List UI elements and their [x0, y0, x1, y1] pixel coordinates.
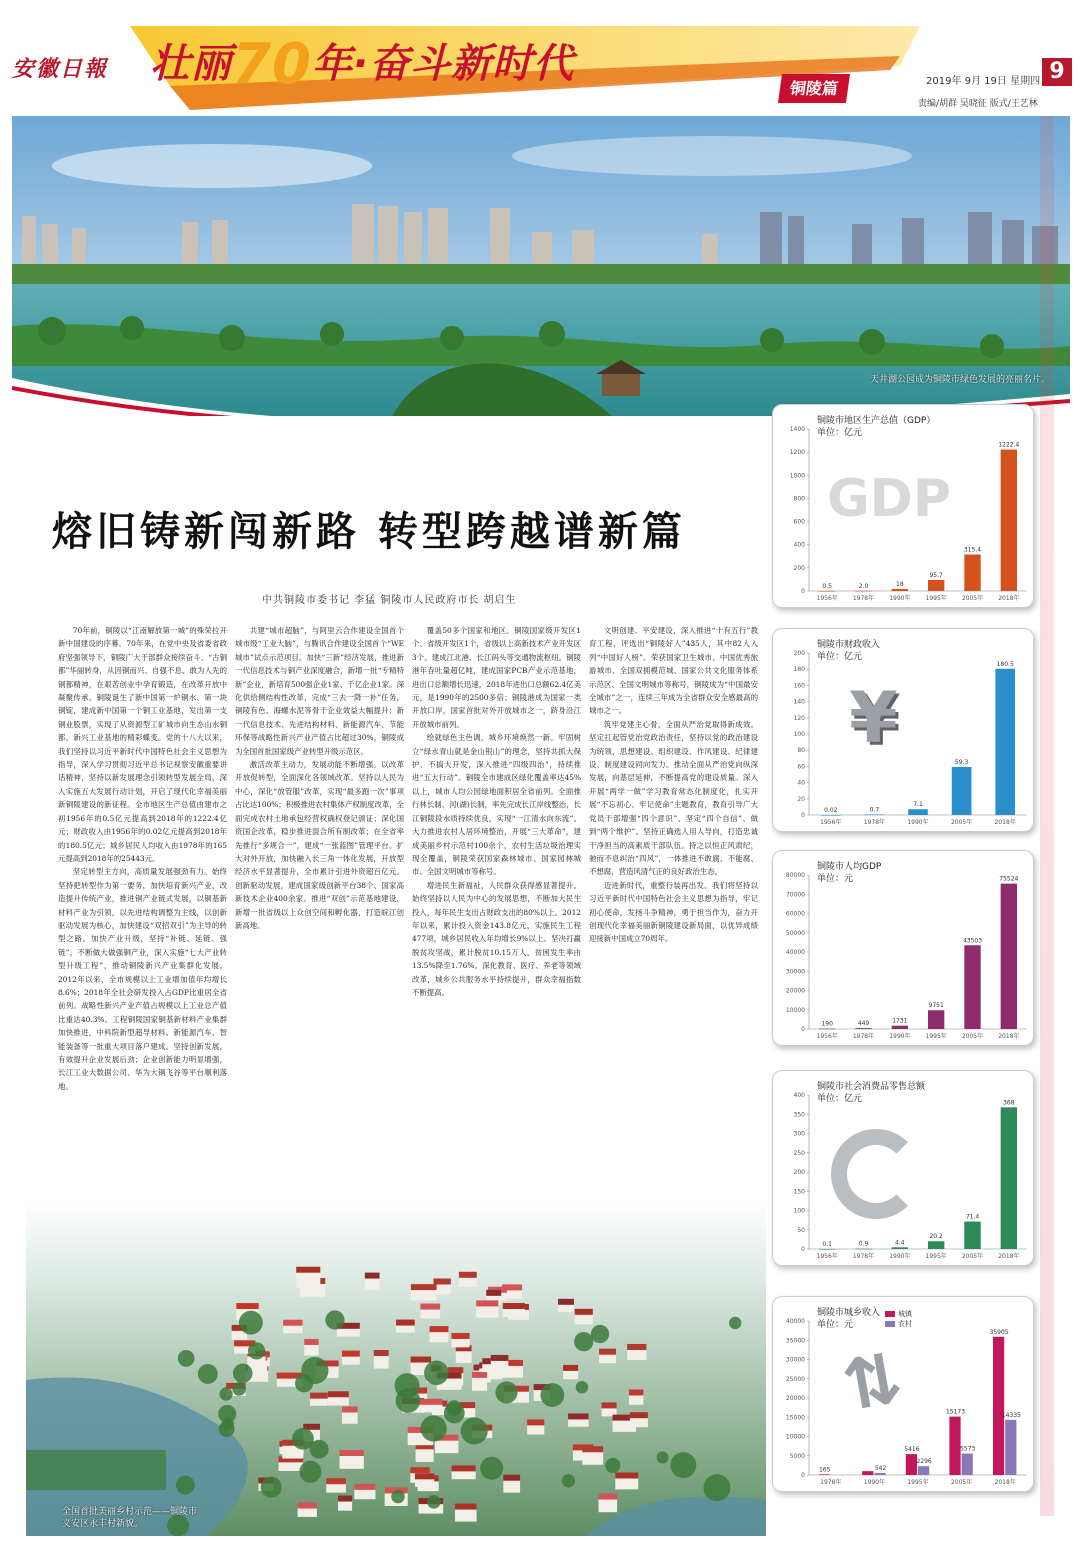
y-tick-label: 80000	[785, 872, 805, 879]
village-caption: 全国首批美丽乡村示范——铜陵市义安区永丰村新貌。	[62, 1507, 198, 1529]
bar-value-label: 9751	[928, 1002, 944, 1010]
house-roof	[296, 1267, 320, 1273]
bar	[918, 1466, 929, 1475]
y-tick-label: 20000	[785, 1395, 805, 1402]
paragraph: 70年前，铜陵以“江南解放第一城”的殊荣拉开新中国建设的序幕。70年来，在党中央及省委省政府坚强领导下，铜陵广大干部群众接续奋斗、“古铜都”华丽转身，从因铜而兴、自强不息、敢为人先的铜都精神，在艰苦创业中孕育锻造，在改革开放中凝聚传承。铜陵诞生了新中国第一炉铜水、第一块铜锭，建成新中国第一个铜工业基地，发出第一支铜业股票，实现了从资源型工矿城市向生态山水铜都、新兴工业基地的精彩蝶变。党的十八大以来，我们坚持以习近平新时代中国特色社会主义思想为指导，深入学习贯彻习近平总书记视察安徽重要讲话精神，坚持以新发展理念引领转型发展全局，深入实施五大发展行动计划，开启了现代化幸福美丽新铜陵建设的新征程。全市地区生产总值由建市之初1956年的0.5亿元提高到2018年的1222.4亿元；财政收入由1956年的0.02亿元提高到2018年的180.5亿元；城乡居民人均收入由1978年的165元提高到2018年的25443元。	[58, 626, 227, 863]
bar-value-label: 449	[857, 1020, 870, 1028]
bar	[821, 815, 841, 816]
bar-value-label: 35905	[989, 1328, 1009, 1336]
x-tick-label: 1990年	[863, 1479, 886, 1486]
tree	[496, 1381, 518, 1403]
y-tick-label: 40	[797, 779, 805, 787]
bar	[952, 767, 972, 815]
legend-item-rural	[885, 1319, 912, 1329]
house-wall	[435, 1439, 458, 1453]
bar-value-label: 59.3	[954, 758, 969, 766]
tree	[424, 1361, 449, 1386]
x-tick-label: 1978年	[863, 819, 886, 826]
chart-gdp-title	[817, 415, 935, 439]
tree	[292, 1428, 314, 1450]
bar-value-label: 180.5	[996, 660, 1014, 668]
house-roof	[602, 1402, 617, 1408]
house-roof	[420, 1304, 440, 1310]
chart-unit-text: 单位：元	[817, 1320, 854, 1330]
x-tick-label: 2005年	[961, 595, 984, 602]
house-roof	[568, 1413, 588, 1419]
chart-unit-text: 单位：亿元	[817, 428, 863, 438]
house-roof	[452, 1465, 476, 1471]
bar-value-label: 14335	[1001, 1411, 1021, 1419]
y-tick-label: 350	[793, 1111, 805, 1119]
y-tick-label: 100	[793, 1207, 805, 1215]
chart-unit-text: 单位：元	[817, 874, 854, 884]
tree	[178, 1350, 195, 1367]
house-roof	[503, 1303, 525, 1309]
house-wall	[598, 1498, 617, 1513]
y-tick-label: 35000	[785, 1337, 805, 1345]
bar-value-label: 190	[821, 1020, 833, 1028]
tree	[729, 1317, 741, 1329]
chart-title-text: 铜陵市城乡收入	[817, 1308, 881, 1318]
village-aerial-illustration	[26, 1200, 766, 1536]
house-roof	[472, 1372, 487, 1378]
x-tick-label: 1978年	[852, 1253, 875, 1260]
page-edge-decoration	[1040, 116, 1054, 1516]
banner-title	[150, 26, 575, 97]
y-tick-label: 80	[797, 747, 805, 755]
dateline: 2019年 9月 19日 星期四	[926, 76, 1041, 87]
x-tick-label: 2018年	[998, 1033, 1020, 1040]
bar-value-label: 2296	[916, 1458, 932, 1466]
house-roof	[326, 1478, 346, 1484]
bar-value-label: 15173	[945, 1408, 966, 1416]
house-roof	[615, 1472, 638, 1478]
tree	[591, 1325, 609, 1343]
bar-value-label: 0.9	[858, 1240, 869, 1248]
chart-gdp-per-capita	[772, 850, 1034, 1046]
x-tick-label: 1956年	[816, 1253, 838, 1260]
x-tick-label: 2018年	[994, 819, 1016, 826]
house-roof	[455, 1504, 477, 1510]
recycle-arrows-icon	[831, 1129, 921, 1219]
house-wall	[374, 1354, 389, 1369]
x-tick-label: 1978年	[852, 595, 875, 602]
house-roof	[558, 1299, 574, 1305]
legend-label: 城镇	[898, 1310, 912, 1318]
house-roof	[503, 1475, 520, 1481]
x-tick-label: 2018年	[998, 595, 1020, 602]
tree	[480, 1457, 503, 1480]
x-tick-label: 1990年	[907, 819, 929, 826]
bar-value-label: 18	[896, 580, 904, 588]
y-tick-label: 140	[793, 698, 805, 706]
editors-credit: 责编/胡群 吴晓征 版式/王艺林	[918, 99, 1038, 109]
y-tick-label: 1200	[789, 449, 805, 457]
tree	[540, 1383, 564, 1407]
house-wall	[503, 1479, 520, 1493]
house-roof	[630, 1412, 648, 1418]
x-tick-label: 1995年	[907, 1479, 929, 1486]
y-tick-label: 200	[793, 1169, 805, 1176]
house-roof	[354, 1484, 375, 1490]
bar	[874, 1473, 885, 1475]
newspaper-logo: 安徽日報	[12, 56, 109, 82]
bar-value-label: 1731	[892, 1017, 908, 1025]
bar-value-label: 368	[1003, 1099, 1015, 1107]
legend-swatch	[885, 1311, 895, 1317]
bar	[995, 669, 1015, 815]
y-tick-label: 150	[793, 1188, 805, 1196]
house-roof	[328, 1391, 349, 1397]
house-roof	[342, 1351, 360, 1357]
masthead	[0, 0, 1080, 112]
chart-gdp	[772, 404, 1034, 608]
tree	[176, 1476, 195, 1495]
bar-value-label: 20.2	[929, 1233, 943, 1241]
tree	[233, 1363, 253, 1383]
byline: 中共铜陵市委书记 李猛 铜陵市人民政府市长 胡启生	[262, 595, 517, 606]
bar	[855, 1249, 871, 1250]
tree	[444, 1403, 465, 1424]
tree	[248, 1342, 265, 1359]
y-tick-label: 50000	[785, 929, 805, 937]
bar	[819, 1474, 830, 1475]
house-roof	[415, 1473, 434, 1479]
house-roof	[627, 1344, 646, 1350]
house-roof	[338, 1496, 352, 1502]
house-wall	[340, 1454, 364, 1469]
chart-title-text: 铜陵市社会消费品零售总额	[817, 1082, 926, 1092]
y-tick-label: 20	[797, 795, 805, 803]
y-tick-label: 5000	[789, 1452, 805, 1460]
house-roof	[598, 1494, 617, 1500]
headline: 熔旧铸新闯新路 转型跨越谱新篇	[52, 509, 686, 555]
y-tick-label: 800	[793, 495, 805, 503]
tree	[574, 1332, 593, 1351]
house-roof	[476, 1300, 498, 1306]
bar-value-label: 542	[874, 1464, 887, 1472]
chart-legend	[885, 1309, 912, 1329]
banner-title-pre: 壮丽	[150, 41, 232, 87]
up-arrows-icon: ⇅	[836, 1336, 909, 1428]
y-tick-label: 60	[797, 763, 805, 771]
house-roof	[410, 1467, 429, 1473]
y-tick-label: 160	[793, 682, 805, 690]
bar	[855, 591, 871, 592]
y-tick-label: 30000	[785, 1356, 805, 1364]
bar	[949, 1417, 960, 1475]
legend-swatch	[885, 1321, 895, 1327]
chart-gdp-per-capita-svg	[773, 851, 1034, 1046]
bar	[964, 555, 980, 591]
tree	[232, 1382, 246, 1396]
tree	[461, 1417, 488, 1444]
bar-value-label: 315.4	[963, 546, 982, 554]
village-photo	[26, 1200, 766, 1536]
x-tick-label: 2005年	[961, 1253, 984, 1260]
x-tick-label: 1956年	[816, 595, 838, 602]
bar	[1005, 1420, 1016, 1475]
house-wall	[456, 1349, 472, 1363]
house-wall	[582, 1450, 603, 1464]
x-tick-label: 1978年	[852, 1033, 875, 1040]
bar	[1001, 884, 1017, 1029]
x-tick-label: 2005年	[961, 1033, 984, 1040]
yuan-sign-icon: ¥	[849, 677, 898, 759]
bar	[862, 1471, 873, 1475]
paragraph: 坚定转型主方向，高质量发展强劲有力。始终坚持把转型作为第一要务，加快培育新兴产业，改造提升传统产业，推进铜产业链式发展，以铜基新材料产业为引领，以先进结构调整为主线，以创新驱动发展为核心，加快建设“双招双引”为主导的转型之路。加快产业升级，坚持“补链、延链、强链”，不断做大做强铜产业，深入实施“七大产业转型升级工程”，推动铜陵新兴产业集群化发展。2012年以来，全市规模以上工业增加值年均增长8.6%；2018年全社会研发投入占GDP比重居全省前列。战略性新兴产业产值占规模以上工业总产值比重达40.3%。工程铜陵国家铜基新材料产业集群加快推进，中科院新型超导材料、新能源汽车、智能装备等一批重大项目落户建成。坚持创新发展，有效提升企业发展后劲；企业创新能力明显增强，长江工业大数据公司、华为大铜飞谷等平台顺利落地。	[58, 867, 227, 1091]
house-roof	[310, 1393, 328, 1399]
y-tick-label: 70000	[785, 891, 805, 899]
chart-fiscal-revenue	[772, 628, 1034, 832]
bar	[993, 1337, 1004, 1475]
bar	[865, 814, 885, 815]
article-column-1	[58, 624, 227, 1189]
paragraph: 筑牢党建主心骨，全面从严治党取得新成效。坚定扛起管党治党政治责任，坚持以党的政治建设为统领，思想建设、组织建设、作风建设、纪律建设、制度建设同向发力。推动全面从严治党向纵深发展，向基层延伸，不断提高党的建设质量。深入开展“两学一做”学习教育常态化制度化，扎实开展“不忘初心、牢记使命”主题教育，教育引导广大党员干部增强“四个意识”、坚定“四个自信”、做到“两个维护”。坚持正确选人用人导向，打造忠诚干净担当的高素质干部队伍。持之以恒正风肃纪，驰而不息纠治“四风”，一体推进不敢腐、不能腐、不想腐，营造风清气正的良好政治生态。	[589, 719, 758, 877]
house-roof	[342, 1406, 358, 1412]
y-tick-label: 300	[793, 1130, 805, 1138]
house-roof	[599, 1349, 616, 1355]
house-roof	[236, 1303, 258, 1309]
y-tick-label: 0	[801, 1472, 805, 1479]
tree	[198, 1364, 218, 1384]
y-tick-label: 200	[793, 650, 805, 657]
article-column-2	[235, 624, 404, 1189]
paragraph: 共建“城市超脑”，与阿里云合作建设全国首个城市级“工业大脑”，与腾讯合作建设全国首个“WE城市”试点示范项目。加快“三新”经济发展，推进新一代信息技术与铜产业深度融合，新增一批“专精特新”企业，新培育500强企业1家、千亿企业1家。深化供给侧结构性改革，完成“三去一降一补”任务，铜陵有色、海螺水泥等骨干企业效益大幅提升；新一代信息技术、先进结构材料、新能源汽车、节能环保等战略性新兴产业产值占比超过30%，铜陵成为全国首批国家级产业转型升级示范区。	[235, 626, 404, 756]
house-roof	[582, 1446, 603, 1452]
tree	[670, 1452, 696, 1478]
tree	[427, 1495, 441, 1509]
x-tick-label: 1978年	[820, 1479, 842, 1486]
y-tick-label: 250	[793, 1149, 805, 1157]
bar	[819, 1249, 835, 1250]
bar	[855, 1028, 871, 1029]
paragraph: 覆盖50多个国家和地区。铜陵国家级开发区1个、省级开发区1个，省级以上高新技术产业开发区3个。建成江北港、长江码头等交通物流枢纽。铜陵港年吞吐量超亿吨，建成国家PCB产业示范基地，进出口总额增长迅速，2018年进出口总额62.4亿美元，是1990年的2500多倍；铜陵港成为国家一类开放口岸，国家首批对外开放城市之一，跻身沿江开放城市前列。	[412, 626, 581, 729]
tree	[239, 1311, 263, 1335]
house-wall	[365, 1277, 380, 1290]
chart-gdp-watermark: GDP	[827, 469, 951, 529]
house-roof	[575, 1309, 593, 1315]
bar	[892, 1247, 908, 1249]
house-roof	[411, 1284, 437, 1290]
bar-value-label: 0.1	[822, 1240, 832, 1248]
house-roof	[340, 1450, 364, 1456]
house-roof	[374, 1350, 389, 1356]
house-roof	[304, 1339, 318, 1345]
bar-value-label: 43503	[962, 937, 983, 945]
house-roof	[298, 1503, 317, 1509]
house-roof	[365, 1273, 380, 1279]
y-tick-label: 200	[793, 564, 805, 572]
y-tick-label: 180	[793, 666, 805, 674]
y-tick-label: 400	[793, 1092, 805, 1099]
y-tick-label: 10000	[785, 1006, 805, 1014]
house-roof	[448, 1367, 463, 1373]
bar	[819, 591, 835, 592]
paragraph: 增进民生新福祉，人民群众获得感显著提升。始终坚持以人民为中心的发展思想，不断加大民生投入，每年民生支出占财政支出的80%以上。2012年以来，累计投入资金143.8亿元，实施民生工程477项，城乡居民收入年均增长9%以上。坚决打赢脱贫攻坚战，累计脱贫10.15万人，贫困发生率由13.5%降至1.76%。深化教育、医疗、养老等领域改革，城乡公共服务水平持续提升，群众幸福指数不断提高。	[412, 880, 581, 997]
tree	[391, 1490, 405, 1504]
tree	[261, 1477, 282, 1498]
y-tick-label: 0	[801, 1246, 805, 1253]
x-tick-label: 2018年	[994, 1479, 1016, 1486]
bar	[928, 1010, 944, 1029]
article-column-3	[412, 624, 581, 1189]
x-tick-label: 2005年	[950, 1479, 973, 1486]
y-tick-label: 0	[801, 1026, 805, 1033]
hero-photo	[12, 116, 1070, 416]
y-tick-label: 30000	[785, 968, 805, 976]
y-tick-label: 400	[793, 541, 805, 549]
banner-title-post: 年·奋斗新时代	[311, 41, 575, 87]
house-roof	[486, 1290, 501, 1296]
x-tick-label: 2018年	[998, 1253, 1020, 1260]
bar-value-label: 0.7	[869, 806, 880, 814]
chart-retail-sales	[772, 1070, 1034, 1266]
bar	[962, 1454, 973, 1475]
x-tick-label: 2005年	[950, 819, 973, 826]
bar-value-label: 5573	[960, 1445, 976, 1453]
bar	[892, 1026, 908, 1029]
bar-value-label: 2.0	[858, 582, 869, 590]
house-roof	[527, 1419, 544, 1425]
bar	[908, 809, 928, 815]
article-body	[58, 624, 758, 1189]
x-tick-label: 1995年	[925, 595, 947, 602]
tree	[562, 1474, 575, 1487]
chart-gdp-per-capita-title	[817, 861, 881, 885]
y-tick-label: 40000	[785, 949, 805, 956]
chart-unit-text: 单位：亿元	[817, 1094, 863, 1104]
y-tick-label: 100	[793, 731, 805, 738]
house-wall	[296, 1271, 320, 1286]
chart-unit-text: 单位：亿元	[817, 652, 863, 662]
x-tick-label: 1990年	[889, 1033, 911, 1040]
chart-title-text: 铜陵市地区生产总值（GDP）	[817, 416, 936, 426]
house-roof	[563, 1365, 578, 1371]
y-tick-label: 1000	[789, 472, 805, 480]
house-roof	[451, 1333, 469, 1339]
tree	[704, 1474, 731, 1501]
y-tick-label: 10000	[785, 1433, 805, 1441]
bar	[906, 1454, 917, 1475]
chart-urban-rural-income-title	[817, 1307, 880, 1331]
tree	[421, 1415, 447, 1441]
x-tick-label: 1995年	[925, 1253, 947, 1260]
edition-badge: 铜陵篇	[778, 74, 850, 103]
house-wall	[472, 1376, 487, 1391]
hero-caption: 天井湖公园成为铜陵市绿色发展的亮丽名片。	[869, 375, 1050, 385]
house-wall	[416, 1447, 434, 1462]
legend-label: 农村	[898, 1320, 912, 1328]
bar-value-label: 1222.4	[998, 441, 1020, 449]
tree	[299, 1461, 321, 1483]
lake-city-illustration	[12, 116, 1070, 416]
tree	[301, 1357, 328, 1384]
bar-value-label: 4.4	[895, 1239, 905, 1247]
house-roof	[459, 1272, 477, 1278]
tree	[396, 1388, 421, 1413]
bar-value-label: 5416	[904, 1446, 920, 1454]
bar	[964, 1222, 980, 1249]
tree	[219, 1387, 232, 1400]
tree	[656, 1451, 668, 1463]
bar	[819, 1029, 835, 1030]
y-tick-label: 25000	[785, 1375, 805, 1383]
paragraph: 激活改革主动力，发展动能不断增强。以改革开放促转型，全面深化各领域改革。坚持以人民为中心，深化“放管服”改革，实现“最多跑一次”事项占比达100%；积极推进农村集体产权制度改革，全面完成农村土地承包经营权确权登记颁证；深化国资国企改革，稳步推进混合所有制改革；在全省率先推行“多规合一”，建成“一张蓝图”管理平台。扩大对外开放，加快融入长三角一体化发展，开放型经济水平显著提升，全市累计引进外资超百亿元。创新驱动发展，建成国家级创新平台38个、国家高新技术企业400余家。推进“双创”示范基地建设，新增一批省级以上众创空间和孵化器，打造皖江创新高地。	[235, 760, 404, 930]
bar-value-label: 0.5	[822, 582, 832, 590]
y-tick-label: 50	[797, 1226, 805, 1234]
bar	[928, 1241, 944, 1249]
x-tick-label: 1956年	[816, 1033, 838, 1040]
paragraph: 绘就绿色主色调，城乡环境焕然一新。牢固树立“绿水青山就是金山银山”的理念，坚持共抓大保护、不搞大开发，深入推进“四级四治”，持续推进“五大行动”。铜陵全市建成区绿化覆盖率达45%以上，城市人均公园绿地面积居全省前列。全面推行林长制、河(湖)长制，率先完成长江岸线整治，长江铜陵段水质持续优良，实现“一江清水向东流”。大力推进农村人居环境整治，开展“三大革命”，建成美丽乡村示范村100余个，农村生活垃圾治理实现全覆盖，铜陵荣获国家森林城市、国家园林城市、全国文明城市等称号。	[412, 733, 581, 877]
y-tick-label: 1400	[789, 426, 805, 433]
bar	[1001, 450, 1017, 591]
house-roof	[433, 1278, 450, 1284]
tree	[325, 1310, 344, 1329]
bar	[1001, 1107, 1017, 1249]
house-roof	[418, 1399, 443, 1405]
house-roof	[430, 1326, 449, 1332]
house-roof	[396, 1320, 415, 1326]
paragraph: 迈进新时代，重整行装再出发。我们将坚持以习近平新时代中国特色社会主义思想为指导，牢记初心使命，发扬斗争精神，勇于担当作为，奋力开创现代化幸福美丽新铜陵建设新局面，以优异成绩迎接新中国成立70周年。	[589, 880, 758, 944]
bar-value-label: 95.7	[929, 571, 943, 579]
house-roof	[411, 1357, 431, 1363]
x-tick-label: 1990年	[889, 595, 911, 602]
x-tick-label: 1990年	[889, 1253, 911, 1260]
x-tick-label: 1956年	[820, 819, 842, 826]
y-tick-label: 60000	[785, 910, 805, 918]
bar	[892, 589, 908, 591]
chart-fiscal-revenue-svg	[773, 629, 1034, 832]
house-wall	[491, 1359, 509, 1374]
y-tick-label: 20000	[785, 987, 805, 995]
banner-title-number: 70	[232, 32, 312, 97]
y-tick-label: 40000	[785, 1318, 805, 1325]
tree	[605, 1458, 620, 1473]
bar-value-label: 7.1	[913, 801, 923, 809]
chart-fiscal-revenue-title	[817, 639, 880, 663]
house-roof	[629, 1389, 643, 1395]
chart-title-text: 铜陵市财政收入	[817, 640, 881, 650]
bar-value-label: 71.4	[965, 1213, 980, 1221]
paragraph: 文明创建、平安建设，深入推进“十有五行”教育工程，评选出“铜陵好人”435人，其中82人入列“中国好人榜”。荣获国家卫生城市、中国优秀旅游城市、全国双拥模范城、国家公共文化服务体系示范区、全国文明城市等称号，铜陵成为“中国最安全城市”之一，连续三年成为全省群众安全感最高的城市之一。	[589, 626, 758, 716]
house-roof	[491, 1355, 509, 1361]
chart-title-text: 铜陵市人均GDP	[817, 862, 882, 872]
x-tick-label: 1995年	[925, 1033, 947, 1040]
chart-urban-rural-income	[772, 1296, 1034, 1492]
tree	[222, 1418, 234, 1430]
y-tick-label: 600	[793, 518, 805, 526]
article-column-4	[589, 624, 758, 1189]
chart-retail-sales-title	[817, 1081, 925, 1105]
y-tick-label: 15000	[785, 1414, 805, 1422]
tree	[576, 1381, 588, 1393]
y-tick-label: 0	[801, 588, 805, 595]
house-roof	[283, 1320, 302, 1326]
y-tick-label: 0	[801, 812, 805, 819]
bar-value-label: 165	[818, 1466, 831, 1474]
bar	[964, 945, 980, 1029]
page-number: 9	[1042, 58, 1072, 86]
y-tick-label: 120	[793, 714, 805, 722]
bar	[928, 580, 944, 591]
legend-item-urban	[885, 1309, 912, 1319]
bar-value-label: 75524	[999, 875, 1019, 883]
house-wall	[455, 1508, 477, 1522]
bar-value-label: 0.02	[824, 806, 838, 814]
